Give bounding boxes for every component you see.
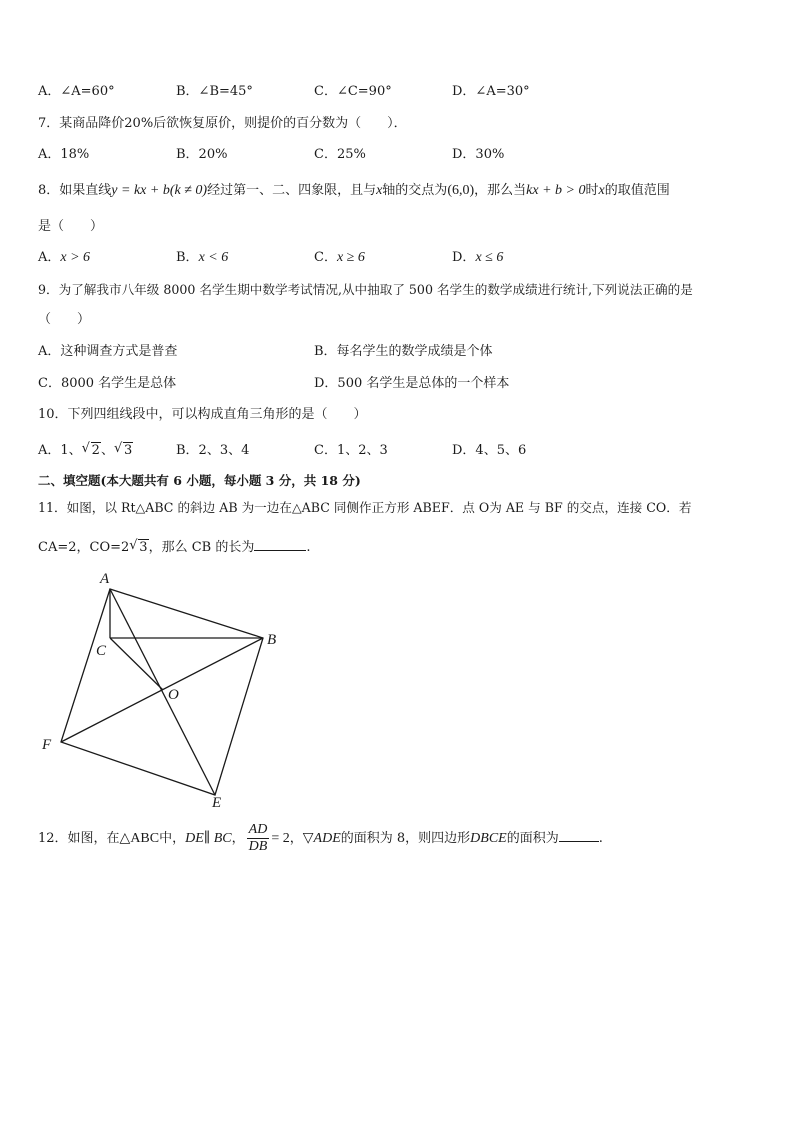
- q8-num: 8．如果直线: [38, 183, 112, 198]
- q6-option-a: A．∠A=60°: [38, 84, 115, 99]
- q11-stem: 11．如图，以 Rt△ABC 的斜边 AB 为一边在△ABC 同侧作正方形 ABEF．点 O为 AE 与 BF 的交点，连接 CO．若: [38, 500, 692, 515]
- q8-text: 经过第一、二、四象限，且与: [207, 183, 377, 198]
- q10-stem: 10．下列四组线段中，可以构成直角三角形的是（ ）: [38, 407, 367, 422]
- q6-option-d: D．∠A=30°: [452, 84, 530, 99]
- q9-option-b: B．每名学生的数学成绩是个体: [314, 344, 493, 359]
- label-f: F: [42, 737, 52, 753]
- answer-blank-q12[interactable]: [559, 827, 599, 842]
- q8-inequality: kx + b > 0: [526, 183, 586, 198]
- q10-option-b: B．2、3、4: [176, 443, 250, 458]
- label-c: C: [96, 643, 107, 659]
- q8-option-a: A．x > 6: [38, 250, 91, 265]
- q9-stem-line2: （ ）: [38, 312, 91, 327]
- q9-option-a: A．这种调查方式是普查: [38, 344, 178, 359]
- q9-stem: 9．为了解我市八年级 8000 名学生期中数学考试情况,从中抽取了 500 名学生的数学成绩进行统计,下列说法正确的是: [38, 282, 693, 297]
- q8-point: (6,0): [447, 183, 475, 198]
- q8-option-d: D．x ≤ 6: [452, 250, 504, 265]
- q8-x: x: [376, 183, 383, 198]
- q8-condition: (k ≠ 0): [169, 183, 208, 198]
- q10-option-d: D．4、5、6: [452, 443, 527, 458]
- q8-option-c: C．x ≥ 6: [314, 250, 365, 265]
- q7-option-d: D．30%: [452, 147, 505, 162]
- q8-text3: ，那么当: [474, 183, 527, 198]
- section-heading: 二、填空题(本大题共有 6 小题，每小题 3 分，共 18 分): [38, 473, 361, 488]
- segment-co: [110, 638, 163, 690]
- label-e: E: [212, 795, 222, 811]
- q12-stem: 12．如图，在△ABC中，DE∥ BC， $\frac{AD}{DB}$ = 2，▽ADE的面积为 8，则四边形DBCE的面积为 .: [38, 822, 603, 854]
- q10-option-a: A．1、 √ 2、 √ 3: [38, 441, 133, 458]
- answer-blank[interactable]: [254, 536, 306, 551]
- q8-option-b: B．x < 6: [176, 250, 229, 265]
- q8-text2: 轴的交点为: [382, 183, 448, 198]
- figure-lines: [61, 589, 263, 795]
- q6-option-b: B．∠B=45°: [176, 84, 253, 99]
- q7-option-b: B．20%: [176, 147, 228, 162]
- q10-option-c: C．1、2、3: [314, 443, 388, 458]
- q8-stem-line2: 是（ ）: [38, 219, 104, 234]
- q6-option-c: C．∠C=90°: [314, 84, 392, 99]
- diagonal-bf: [61, 638, 263, 742]
- q8-x2: x: [598, 183, 605, 198]
- label-a: A: [100, 571, 110, 587]
- q9-option-d: D．500 名学生是总体的一个样本: [314, 376, 510, 391]
- label-o: O: [168, 687, 179, 703]
- q7-option-c: C．25%: [314, 147, 366, 162]
- q7-stem: 7．某商品降价20%后欲恢复原价，则提价的百分数为（ ）．: [38, 116, 407, 131]
- label-b: B: [267, 632, 277, 648]
- q8-text5: 的取值范围: [604, 183, 670, 198]
- q11-stem-line2: CA=2，CO=2 √ 3，那么 CB 的长为 .: [38, 538, 311, 555]
- q9-option-c: C．8000 名学生是总体: [38, 376, 177, 391]
- q7-option-a: A．18%: [38, 147, 90, 162]
- geometry-figure: [30, 565, 300, 815]
- q8-formula: y = kx + b: [111, 183, 170, 198]
- q8-text4: 时: [585, 183, 599, 198]
- q8-stem: [38, 182, 670, 200]
